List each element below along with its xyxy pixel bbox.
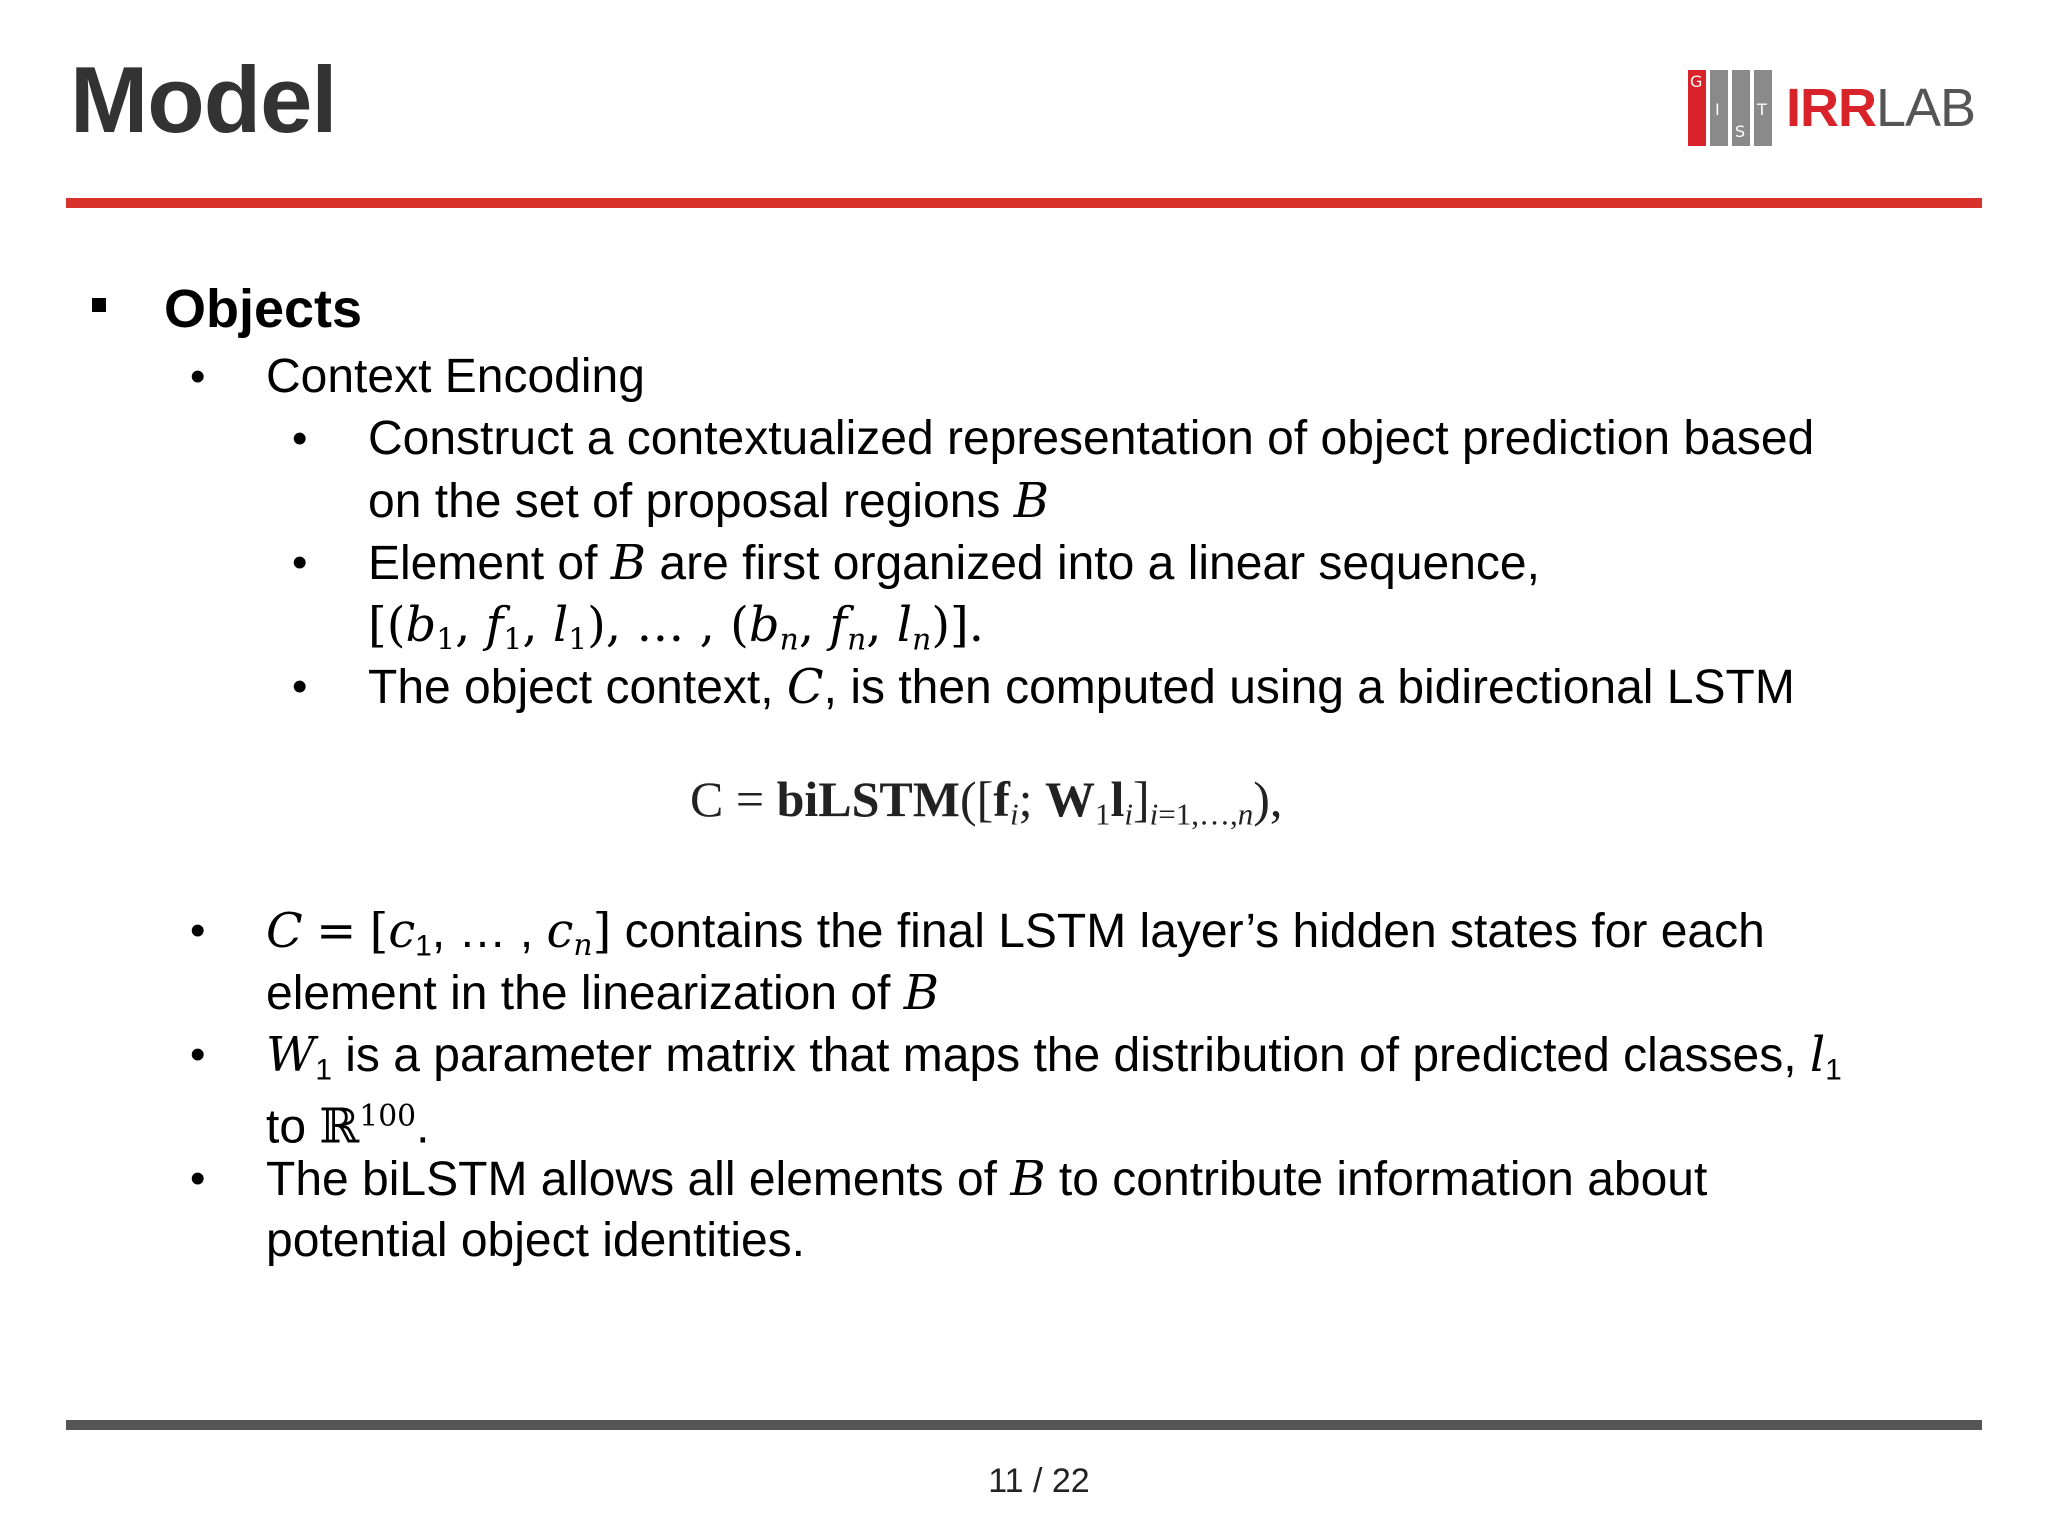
sequence-formula: [($b_1$, $f_1$, $l_1$), … , ($b_n$, $f_n$, $l_n$)]. [368, 597, 985, 658]
logo-letter-g: G [1690, 72, 1703, 91]
bullet-icon: • [190, 906, 206, 955]
subheading-context-encoding: Context Encoding [266, 350, 645, 403]
square-bullet-icon [92, 298, 106, 312]
page-number: 11 / 22 [988, 1462, 1090, 1500]
heading-objects: Objects [164, 279, 363, 339]
bullet-icon: • [190, 1030, 206, 1079]
bullet-icon: • [190, 352, 206, 401]
slide-title: Model [70, 47, 337, 152]
item-c-contains: $C = [c_1$, … , $c_n$] contains the final LSTM layer’s hidden states for each [266, 903, 1765, 964]
header-divider [66, 198, 1982, 208]
item-w1: $W_1$ is a parameter matrix that maps the distribution of predicted classes, $l_1$ [266, 1027, 1842, 1087]
item-element-of-b: Element of B are first organized into a linear sequence, [368, 535, 1540, 591]
irrlab-logo [1688, 70, 1975, 146]
logo-letter-i: I [1715, 100, 1720, 119]
item-c-contains-cont: element in the linearization of B [266, 965, 939, 1021]
bullet-icon: • [292, 538, 308, 587]
logo-letter-t: T [1757, 100, 1767, 119]
logo-irr: IRR [1786, 78, 1876, 138]
item-construct: Construct a contextualized representation of object prediction based [368, 412, 1815, 465]
item-bilstm: The biLSTM allows all elements of B to contribute information about [266, 1151, 1708, 1207]
logo-wordmark [1786, 78, 1976, 138]
bullet-icon: • [190, 1154, 206, 1203]
item-construct-cont: on the set of proposal regions B [368, 473, 1050, 529]
item-bilstm-cont: potential object identities. [266, 1214, 806, 1267]
item-w1-cont: to ℝ$^{100}$. [266, 1098, 430, 1155]
item-object-context: The object context, C, is then computed using a bidirectional LSTM [368, 659, 1795, 715]
bullet-icon: • [292, 414, 308, 463]
bullet-icon: • [292, 662, 308, 711]
gist-logo-icon [1688, 70, 1772, 146]
footer-divider [66, 1420, 1982, 1430]
logo-letter-s: S [1735, 122, 1746, 141]
logo-lab: LAB [1876, 78, 1976, 138]
bilstm-equation: $C = biLSTM([f_i$; $W_1l_i]_{i=1,\dots,n}$), [690, 771, 1283, 832]
